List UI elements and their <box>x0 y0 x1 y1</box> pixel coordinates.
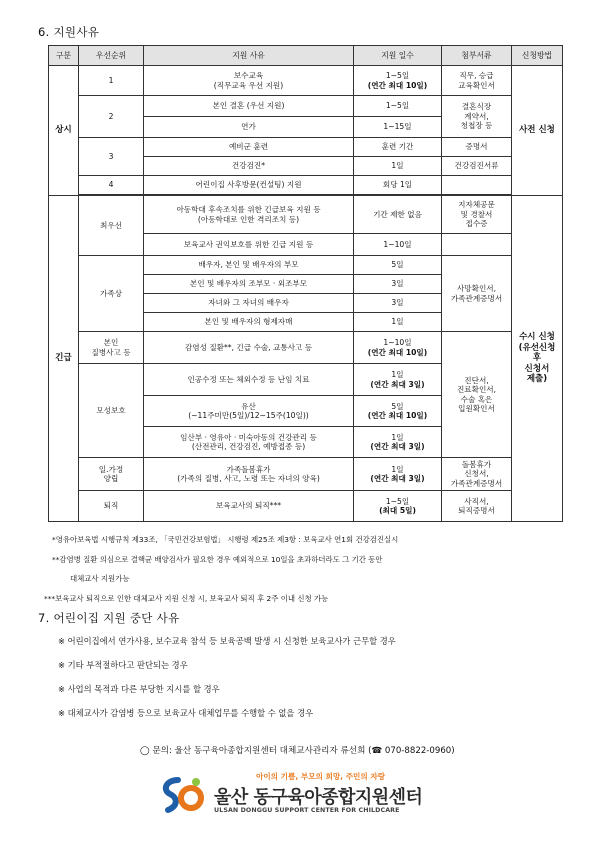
header-priority: 우선순위 <box>79 46 144 66</box>
days-cell: 1~15일 <box>354 117 442 138</box>
reason-cell: 본인 및 배우자의 형제자매 <box>144 313 354 332</box>
documents-cell <box>442 234 512 256</box>
table-row <box>49 138 563 157</box>
logo-org-name: 울산 동구육아종합지원센터 <box>214 787 423 808</box>
priority-family-death: 가족상 <box>79 256 144 332</box>
table-row <box>49 332 563 364</box>
days-cell: 1~10일 <box>354 234 442 256</box>
documents-cell: 증명서 <box>442 138 512 157</box>
reason-cell: 유산 (~11주미만(5일)/12~15주(10일)) <box>144 396 354 427</box>
apply-method-anytime: 수시 신청 (유선신청 후 신청서 제출) <box>512 196 563 522</box>
table-row <box>49 176 563 195</box>
days-cell: 1일 (연간 최대 3일) <box>354 364 442 396</box>
list-item: ※ 사업의 목적과 다른 부당한 지시를 할 경우 <box>58 684 220 694</box>
header-reason: 지원 사유 <box>144 46 354 66</box>
reason-cell: 보육교사 권익보호를 위한 긴급 지원 등 <box>144 234 354 256</box>
days-cell: 1일 (연간 최대 3일) <box>354 458 442 491</box>
days-cell: 1~10일 (연간 최대 10일) <box>354 332 442 364</box>
footnote: *영유아보육법 시행규칙 제33조, 「국민건강보험법」 시행령 제25조 제3항 : 보육교사 연1회 건강검진실시 <box>52 535 399 544</box>
days-cell: 기간 제한 없음 <box>354 196 442 234</box>
table-row <box>49 196 563 234</box>
list-item: ※ 어린이집에서 연가사용, 보수교육 참석 등 보육공백 발생 시 신청한 보육교사가 근무할 경우 <box>58 636 396 646</box>
documents-cell: 건강검진서류 <box>442 157 512 176</box>
documents-cell: 사망확인서, 가족관계증명서 <box>442 256 512 332</box>
documents-cell: 지자체공문 및 경찰서 접수증 <box>442 196 512 234</box>
section-7-title: 7. 어린이집 지원 중단 사유 <box>38 611 180 625</box>
priority-retirement: 퇴직 <box>79 491 144 522</box>
days-cell: 회당 1일 <box>354 176 442 195</box>
reason-cell: 감염성 질환**, 긴급 수술, 교통사고 등 <box>144 332 354 364</box>
logo-org-english: ULSAN DONGGU SUPPORT CENTER FOR CHILDCARE <box>214 807 400 814</box>
footnote: 대체교사 지원가능 <box>70 574 130 583</box>
days-cell: 1일 <box>354 157 442 176</box>
table-row <box>49 491 563 522</box>
reason-cell: 아동학대 후속조치를 위한 긴급보육 지원 등 (아동학대로 인한 격리조치 등) <box>144 196 354 234</box>
table-header-row <box>49 46 563 66</box>
priority-illness: 본인 질병사고 등 <box>79 332 144 364</box>
list-item: ※ 기타 부적절하다고 판단되는 경우 <box>58 660 188 670</box>
table-row <box>49 256 563 275</box>
priority-cell: 1 <box>79 66 144 96</box>
priority-cell: 3 <box>79 138 144 176</box>
support-reason-table <box>48 45 563 522</box>
reason-cell: 임산부 · 영유아 · 미숙아동의 건강관리 등 (산전관리, 건강검진, 예방접종 등) <box>144 427 354 458</box>
days-cell: 1~5일 (연간 최대 10일) <box>354 66 442 96</box>
reason-cell: 예비군 훈련 <box>144 138 354 157</box>
header-category: 구분 <box>49 46 79 66</box>
footnotes <box>44 530 399 608</box>
header-documents: 첨부서류 <box>442 46 512 66</box>
reason-cell: 본인 결혼 (우선 지원) <box>144 96 354 117</box>
center-logo <box>158 771 423 823</box>
reason-cell: 보수교육 (직무교육 우선 지원) <box>144 66 354 96</box>
days-cell: 3일 <box>354 275 442 294</box>
reason-cell: 본인 및 배우자의 조부모 · 외조부모 <box>144 275 354 294</box>
reason-cell: 건강검진* <box>144 157 354 176</box>
reason-cell: 보육교사의 퇴직*** <box>144 491 354 522</box>
footnote: ***보육교사 퇴직으로 인한 대체교사 지원 신청 시, 보육교사 퇴직 후 2주 이내 신청 가능 <box>44 593 329 603</box>
days-cell: 5일 <box>354 256 442 275</box>
header-days: 지원 일수 <box>354 46 442 66</box>
days-cell: 5일 (연간 최대 10일) <box>354 396 442 427</box>
footnote: **감염병 질환 의심으로 결핵균 배양검사가 필요한 경우 예외적으로 10일을 초과하더라도 그 기간 동안 <box>52 554 383 564</box>
documents-cell: 사직서, 퇴직증명서 <box>442 491 512 522</box>
reason-cell: 어린이집 사후방문(컨설팅) 지원 <box>144 176 354 195</box>
apply-method-advance: 사전 신청 <box>512 66 563 196</box>
header-apply-method: 신청방법 <box>512 46 563 66</box>
priority-maternity: 모성보호 <box>79 364 144 458</box>
reason-cell: 연가 <box>144 117 354 138</box>
table-row <box>49 96 563 117</box>
logo-mark-icon <box>158 774 204 818</box>
priority-top: 최우선 <box>79 196 144 256</box>
documents-cell <box>442 176 512 195</box>
documents-cell: 돌봄휴가 신청서, 가족관계증명서 <box>442 458 512 491</box>
table-row <box>49 458 563 491</box>
documents-cell: 결혼식장 계약서, 청첩장 등 <box>442 96 512 138</box>
priority-work-family: 일.가정 양립 <box>79 458 144 491</box>
days-cell: 1일 <box>354 313 442 332</box>
days-cell: 1~5일 <box>354 96 442 117</box>
documents-cell: 직무, 승급 교육확인서 <box>442 66 512 96</box>
days-cell: 3일 <box>354 294 442 313</box>
days-cell: 훈련 기간 <box>354 138 442 157</box>
reason-cell: 배우자, 본인 및 배우자의 부모 <box>144 256 354 275</box>
section-6-title: 6. 지원사유 <box>38 25 100 39</box>
reason-cell: 자녀와 그 자녀의 배우자 <box>144 294 354 313</box>
table-row <box>49 66 563 96</box>
reason-cell: 가족돌봄휴가 (가족의 질병, 사고, 노령 또는 자녀의 양육) <box>144 458 354 491</box>
priority-cell: 2 <box>79 96 144 138</box>
logo-slogan: 아이의 기쁨, 부모의 희망, 주민의 자랑 <box>256 772 386 781</box>
reason-cell: 인공수정 또는 체외수정 등 난임 치료 <box>144 364 354 396</box>
category-regular: 상시 <box>49 66 79 196</box>
days-cell: 1~5일 (최대 5일) <box>354 491 442 522</box>
category-urgent: 긴급 <box>49 196 79 522</box>
days-cell: 1일 (연간 최대 3일) <box>354 427 442 458</box>
documents-cell: 진단서, 진료확인서, 수술 혹은 입원확인서 <box>442 332 512 458</box>
contact-info: ◯ 문의: 울산 동구육아종합지원센터 대체교사관리자 류선희 (☎ 070-8822-0960) <box>140 746 455 756</box>
priority-cell: 4 <box>79 176 144 195</box>
list-item: ※ 대체교사가 감염병 등으로 보육교사 대체업무를 수행할 수 없을 경우 <box>58 708 314 718</box>
